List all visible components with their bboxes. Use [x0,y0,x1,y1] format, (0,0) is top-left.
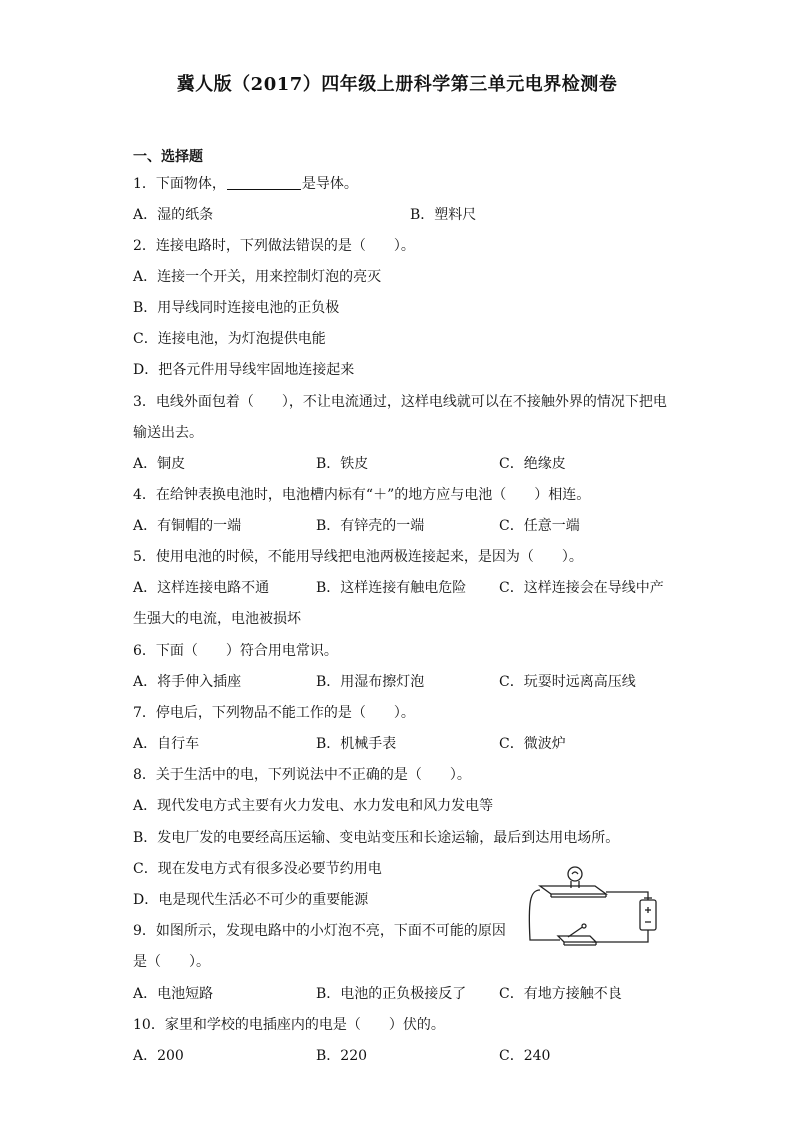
q8-option-b: B．发电厂发的电要经高压运输、变电站变压和长途运输，最后到达用电场所。 [133,830,620,846]
q10-option-b: B．220 [316,1048,368,1064]
q2-option-d: D．把各元件用导线牢固地连接起来 [133,362,355,378]
question-1-stem [133,173,358,193]
q9-option-a: A．电池短路 [133,986,214,1002]
q4-option-c: C．任意一端 [499,518,580,534]
question-1-stem-b: 是导体。 [301,176,358,192]
section-heading: 一、选择题 [133,149,203,165]
q8-option-d: D．电是现代生活必不可少的重要能源 [133,892,369,908]
q1-option-a: A．湿的纸条 [133,207,214,223]
q5-option-b: B．这样连接有触电危险 [316,580,467,596]
question-6-stem: 6．下面（ ）符合用电常识。 [133,643,338,659]
q5-option-c-cont: 生强大的电流，电池被损坏 [133,611,301,627]
q10-option-c: C．240 [499,1048,551,1064]
q5-option-a: A．这样连接电路不通 [133,580,270,596]
q1-option-b: B．塑料尺 [410,207,477,223]
q6-option-b: B．用湿布擦灯泡 [316,674,425,690]
q4-option-b: B．有锌壳的一端 [316,518,425,534]
q8-option-c: C．现在发电方式有很多没必要节约用电 [133,861,382,877]
q2-option-a: A．连接一个开关，用来控制灯泡的亮灭 [133,269,382,285]
q3-option-c: C．绝缘皮 [499,456,566,472]
question-7-stem: 7．停电后，下列物品不能工作的是（ ）。 [133,705,415,721]
question-3-stem: 3．电线外面包着（ ），不让电流通过，这样电线就可以在不接触外界的情况下把电 [133,394,667,410]
question-9-stem: 9．如图所示，发现电路中的小灯泡不亮，下面不可能的原因 [133,923,506,939]
q9-option-b: B．电池的正负极接反了 [316,986,467,1002]
question-1-stem-a: 1．下面物体， [133,176,226,192]
q4-option-a: A．有铜帽的一端 [133,518,242,534]
q2-option-b: B．用导线同时连接电池的正负极 [133,300,340,316]
q3-option-b: B．铁皮 [316,456,369,472]
question-5-stem: 5．使用电池的时候，不能用导线把电池两极连接起来，是因为（ ）。 [133,549,583,565]
q6-option-c: C．玩耍时远离高压线 [499,674,636,690]
q6-option-a: A．将手伸入插座 [133,674,242,690]
q7-option-c: C．微波炉 [499,736,566,752]
answer-blank[interactable] [227,175,301,190]
question-8-stem: 8．关于生活中的电，下列说法中不正确的是（ ）。 [133,767,471,783]
q9-option-c: C．有地方接触不良 [499,986,622,1002]
q2-option-c: C．连接电池，为灯泡提供电能 [133,331,326,347]
question-3-stem-cont: 输送出去。 [133,425,203,441]
question-2-stem: 2．连接电路时，下列做法错误的是（ ）。 [133,238,415,254]
q3-option-a: A．铜皮 [133,456,186,472]
q8-option-a: A．现代发电方式主要有火力发电、水力发电和风力发电等 [133,798,494,814]
q10-option-a: A．200 [133,1048,184,1064]
page-title: 冀人版（2017）四年级上册科学第三单元电界检测卷 [176,74,618,95]
q7-option-b: B．机械手表 [316,736,397,752]
question-10-stem: 10．家里和学校的电插座内的电是（ ）伏的。 [133,1017,445,1033]
q5-option-c: C．这样连接会在导线中产 [499,580,664,596]
question-4-stem: 4．在给钟表换电池时，电池槽内标有“＋”的地方应与电池（ ）相连。 [133,487,591,503]
question-9-stem-cont: 是（ ）。 [133,954,210,970]
q7-option-a: A．自行车 [133,736,200,752]
circuit-diagram [520,862,670,952]
